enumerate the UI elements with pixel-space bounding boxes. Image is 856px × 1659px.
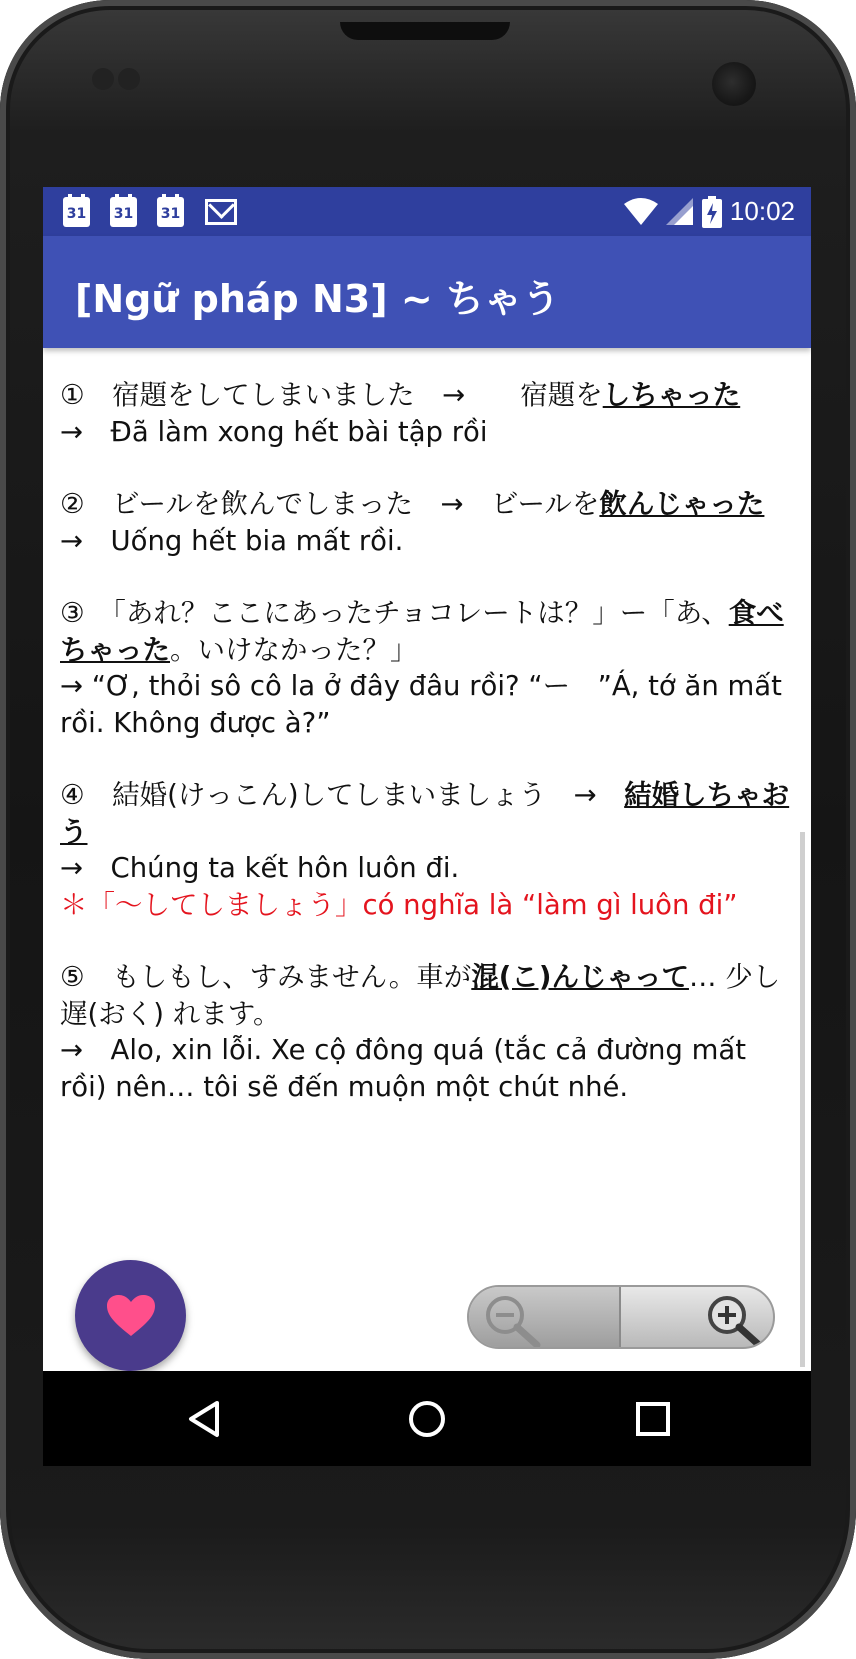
example-japanese — [60, 377, 795, 414]
page-title: [Ngữ pháp N3] ~ ちゃう — [75, 277, 560, 321]
front-camera — [712, 62, 756, 106]
example-text: ④ 結婚(けっこん)してしまいましょう → — [60, 779, 625, 811]
example-text: ③ 「あれ？ここにあったチョコレートは？」ー「あ、 — [60, 597, 729, 629]
example-highlight: 混(こ)んじゃって — [471, 961, 689, 993]
example-item — [60, 595, 795, 741]
example-item — [60, 486, 795, 559]
example-text: ② ビールを飲んでしまった → ビールを — [60, 488, 600, 520]
light-sensor — [118, 68, 140, 90]
navigation-bar — [43, 1371, 811, 1466]
status-bar — [43, 187, 811, 236]
home-icon[interactable] — [407, 1399, 447, 1439]
scrollbar[interactable] — [800, 832, 805, 1367]
earpiece-speaker — [340, 22, 510, 40]
example-highlight: 結婚しちゃおう — [60, 779, 790, 848]
example-highlight: 飲んじゃった — [599, 488, 765, 520]
example-japanese — [60, 959, 795, 1032]
example-text: ⑤ もしもし、すみません。車が — [60, 961, 472, 993]
back-icon[interactable] — [184, 1399, 224, 1439]
zoom-in-icon — [701, 1287, 771, 1347]
calendar-icon: 31 — [110, 197, 137, 227]
battery-charging-icon — [702, 196, 722, 228]
example-highlight: しちゃった — [602, 379, 741, 411]
example-translation: → Uống hết bia mất rồi. — [60, 524, 404, 557]
clock: 10:02 — [729, 196, 795, 226]
heart-icon — [106, 1294, 156, 1338]
zoom-controls — [467, 1285, 775, 1349]
favorite-button[interactable] — [75, 1260, 186, 1371]
calendar-icon: 31 — [157, 197, 184, 227]
example-item — [60, 777, 795, 923]
zoom-out-button[interactable] — [469, 1287, 621, 1347]
example-translation: → Chúng ta kết hôn luôn đi. — [60, 852, 460, 884]
example-item — [60, 959, 795, 1105]
signal-icon — [666, 198, 694, 226]
calendar-icon: 31 — [63, 197, 90, 227]
screen — [43, 187, 811, 1466]
example-item — [60, 377, 795, 450]
zoom-out-icon — [479, 1287, 549, 1347]
example-highlight: 食べちゃった — [60, 597, 784, 666]
zoom-in-button[interactable] — [621, 1287, 775, 1347]
grammar-content — [60, 377, 795, 1141]
example-note: ＊「～してしましょう」có nghĩa là “làm gì luôn đi” — [60, 888, 738, 921]
status-icons — [624, 187, 795, 236]
example-japanese — [60, 595, 795, 668]
example-text: ① 宿題をしてしまいました → 宿題を — [60, 379, 603, 411]
app-bar — [43, 236, 811, 348]
example-text: 。いけなかった？」 — [170, 633, 418, 666]
example-japanese — [60, 777, 795, 850]
example-translation: → “Ơ, thỏi sô cô la ở đây đâu rồi? “ー ”Á, tớ ăn mất rồi. Không được à?” — [60, 670, 782, 739]
example-text: … 少し遅(おく) れます。 — [60, 961, 781, 1030]
gmail-icon — [205, 199, 237, 225]
wifi-icon — [624, 198, 658, 226]
example-translation: → Alo, xin lỗi. Xe cộ đông quá (tắc cả đường mất rồi) nên… tôi sẽ đến muộn một chút nhé. — [60, 1034, 747, 1103]
example-translation: → Đã làm xong hết bài tập rồi — [60, 415, 488, 448]
recents-icon[interactable] — [633, 1399, 673, 1439]
proximity-sensor — [92, 68, 114, 90]
example-japanese — [60, 486, 795, 523]
